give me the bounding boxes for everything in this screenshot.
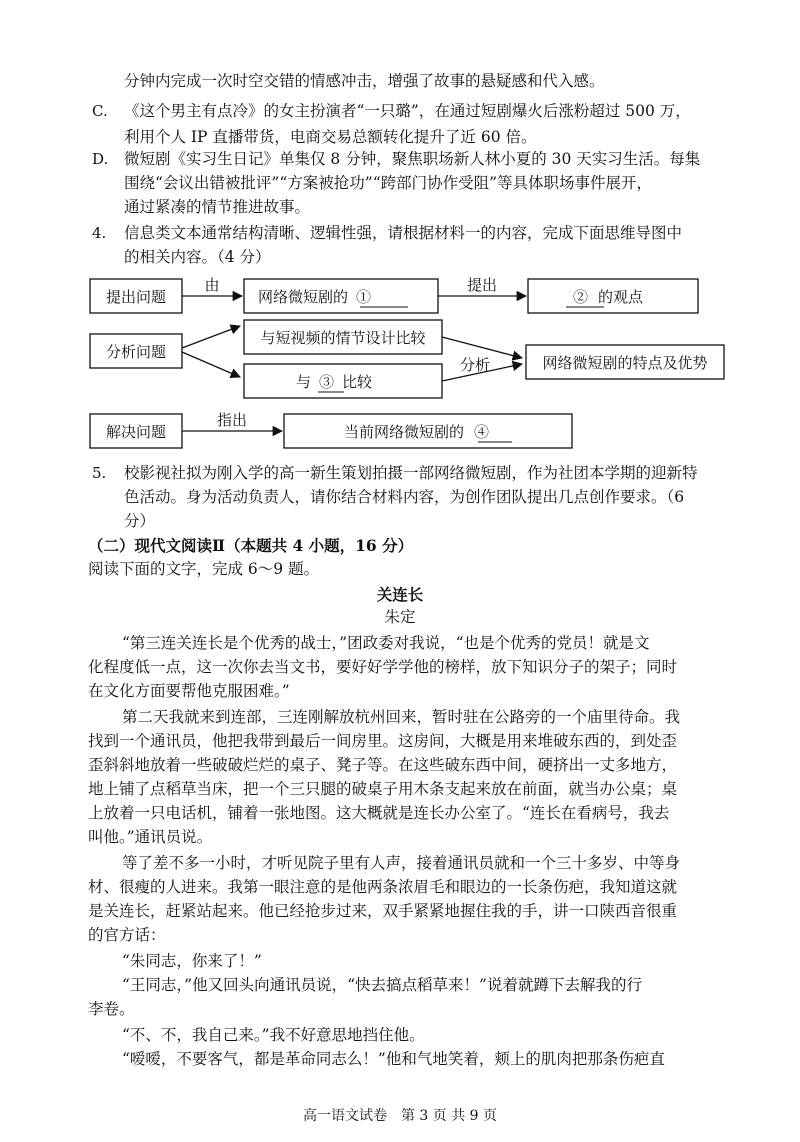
story-line-14: “朱同志，你来了！” [122,952,262,970]
box-2-suffix: 的观点 [598,288,644,306]
question-5-number: 5. [92,464,107,482]
question-5-line-3: 分） [124,512,156,530]
option-d-line-3: 通过紧凑的情节推进故事。 [124,198,311,216]
section-2-instruction: 阅读下面的文字，完成 6～9 题。 [88,560,320,578]
blank-3: ③ [319,373,335,391]
option-d-line-1: 微短剧《实习生日记》单集仅 8 分钟，聚焦职场新人林小夏的 30 天实习生活。每集 [124,150,701,168]
story-line-17: “不、不，我自己来。”我不好意思地挡住他。 [122,1026,425,1044]
story-line-9: 叫他。”通讯员说。 [88,828,213,846]
option-c-line-1: 《这个男主有点冷》的女主扮演者“一只璐”，在通过短剧爆火后涨粉超过 500 万， [124,102,691,120]
story-line-1: “第三连关连长是个优秀的战士，”团政委对我说，“也是个优秀的党员！就是文 [122,634,650,652]
box-compare-prefix: 与 [296,373,312,391]
blank-2: ② [573,288,589,306]
story-line-2: 化程度低一点，这一次你去当文书，要好好学学他的榜样，放下知识分子的架子；同时 [88,658,678,676]
story-title: 关连长 [376,585,424,604]
arrow-by-label: 由 [204,276,220,294]
story-line-4: 第二天我就来到连部，三连刚解放杭州回来，暂时驻在公路旁的一个庙里待命。我 [122,708,681,726]
arrow-analysis-label: 分析 [459,356,491,374]
story-line-5: 找到一个通讯员，他把我带到最后一间房里。这房间，大概是用来堆破东西的，到处歪 [88,732,678,750]
story-line-3: 在文化方面要帮他克服困难。” [88,682,290,700]
section-2-heading: （二）现代文阅读Ⅱ（本题共 4 小题，16 分） [88,536,414,555]
story-line-18: “嗳嗳，不要客气，都是革命同志么！”他和气地笑着，颊上的肌肉把那条伤疤直 [122,1050,665,1068]
question-4-line-2: 的相关内容。（4 分） [124,248,271,266]
box-1-text [258,288,371,306]
story-line-11: 材、很瘦的人进来。我第一眼注意的是他两条浓眉毛和眼边的一长条伤疤，我知道这就 [88,878,678,896]
page-footer: 高一语文试卷 第 3 页 共 9 页 [302,1108,498,1124]
box-compare-suffix: 比较 [342,373,373,391]
story-line-13: 的官方话： [88,926,166,944]
option-d-label: D. [92,150,109,168]
box-compare-3-text [296,373,373,391]
blank-1: ① [356,288,372,306]
question-5-line-2: 色活动。身为活动负责人，请你结合材料内容，为创作团队提出几点创作要求。（6 [124,488,685,506]
blank-4: ④ [474,423,490,441]
story-line-16: 李卷。 [88,1000,135,1018]
box-compare-video-label: 与短视频的情节设计比较 [260,329,426,347]
option-c-line-2: 利用个人 IP 直播带货，电商交易总额转化提升了近 60 倍。 [124,128,537,146]
question-4-line-1: 信息类文本通常结构清晰、逻辑性强，请根据材料一的内容，完成下面思维导图中 [124,224,683,242]
story-line-6: 歪斜斜地放着一些破破烂烂的桌子、凳子等。在这些破东西中间，硬挤出一丈多地方， [88,756,678,774]
raise-problem-label: 提出问题 [105,288,167,306]
arrow-point-label: 指出 [216,411,248,429]
story-line-15: “王同志，”他又回头向通讯员说，“快去搞点稻草来！”说着就蹲下去解我的行 [122,976,642,994]
analyze-problem-label: 分析问题 [105,343,167,361]
option-c-label: C. [92,102,108,120]
story-line-8: 上放着一只电话机，铺着一张地图。这大概就是连长办公室了。“连长在看病号，我去 [88,804,670,822]
box-4-prefix: 当前网络微短剧的 [344,423,465,441]
story-line-7: 地上铺了点稻草当床，把一个三只腿的破桌子用木条支起来放在前面，就当办公桌；桌 [88,780,678,798]
story-line-10: 等了差不多一小时，才听见院子里有人声，接着通讯员就和一个三十多岁、中等身 [122,854,681,872]
arrow-to-compare-3 [182,352,240,377]
arrow-propose-label: 提出 [466,276,498,294]
arrow-to-compare-video [182,326,240,348]
question-4-number: 4. [92,224,107,242]
arrow-analysis-from-video [442,337,522,358]
mind-map-diagram [0,0,800,460]
option-d-line-2: 围绕“会议出错被批评”“方案被抢功”“跨部门协作受阻”等具体职场事件展开， [124,174,653,192]
story-author: 朱定 [384,608,416,626]
question-5-line-1: 校影视社拟为刚入学的高一新生策划拍摄一部网络微短剧，作为社团本学期的迎新特 [124,464,698,482]
solve-problem-label: 解决问题 [105,423,167,441]
story-line-12: 是关连长，赶紧站起来。他已经抢步过来，双手紧紧地握住我的手，讲一口陕西音很重 [88,902,678,920]
box-1-prefix: 网络微短剧的 [258,288,349,306]
continued-text-line: 分钟内完成一次时空交错的情感冲击，增强了故事的悬疑感和代入感。 [124,72,605,90]
box-features-label: 网络微短剧的特点及优势 [542,354,708,372]
box-4-text [344,423,489,441]
box-2-text [573,288,644,306]
